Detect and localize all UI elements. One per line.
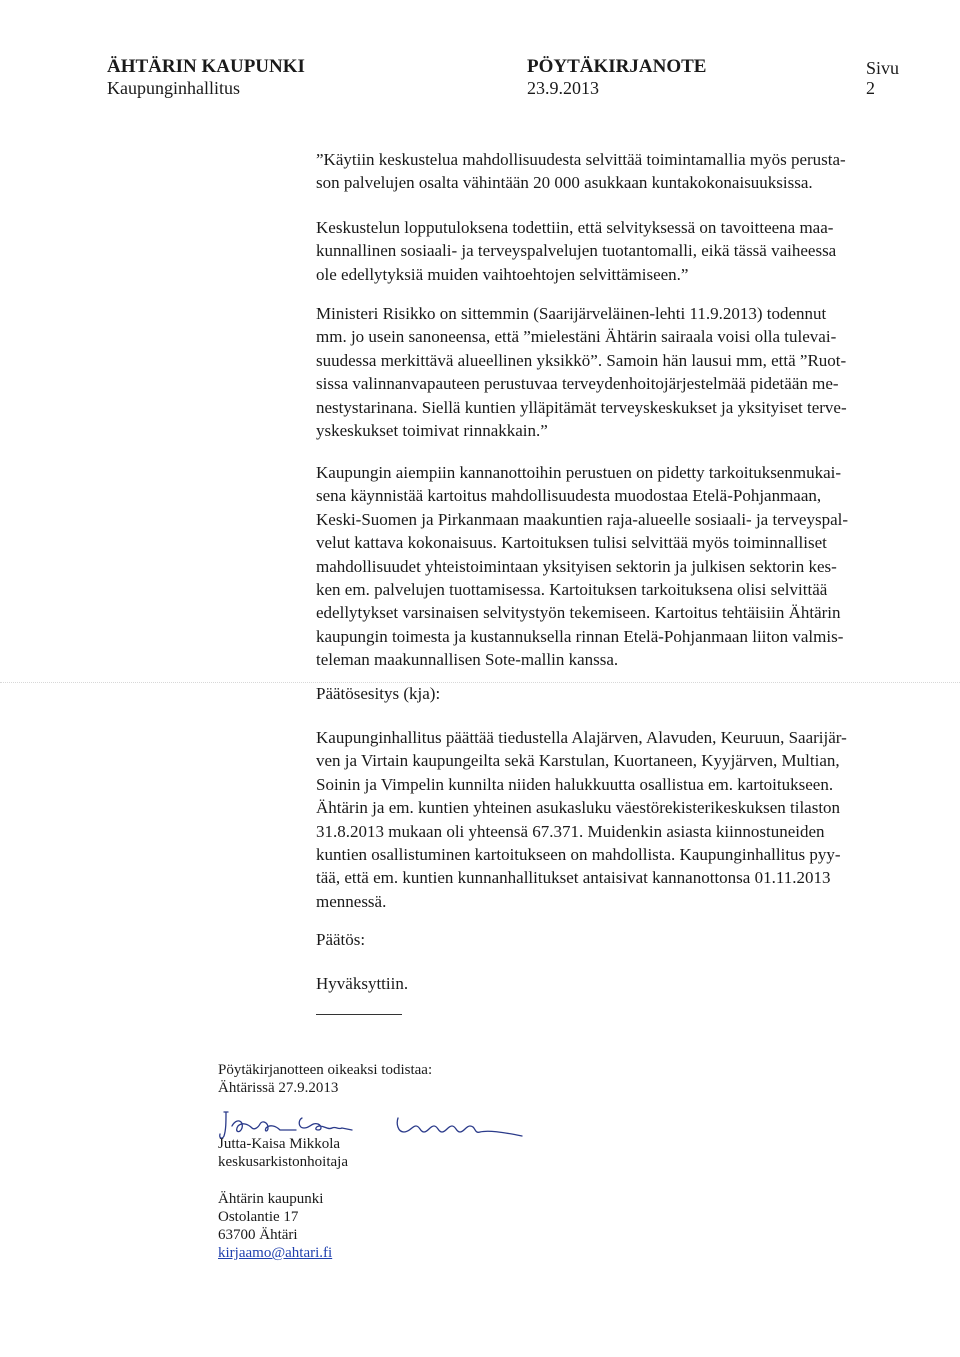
governing-body: Kaupunginhallitus	[107, 78, 240, 98]
paragraph-line: Keski-Suomen ja Pirkanmaan maakuntien raja-alueelle sosiaali- ja terveyspal-	[316, 509, 848, 529]
certification-place-date: Ähtärissä 27.9.2013	[218, 1080, 339, 1096]
paragraph-line: velut kattava kokonaisuus. Kartoituksen tulisi selvittää myös toiminnalliset	[316, 533, 827, 553]
paragraph-line: son palvelujen osalta vähintään 20 000 asukkaan kuntakokonaisuuksissa.	[316, 173, 813, 193]
page-number: 2	[866, 78, 875, 98]
address-postal: 63700 Ähtäri	[218, 1227, 298, 1243]
paragraph-line: suudessa merkittävä alueellinen yksikkö”. Samoin hän lausui mm, että ”Ruot-	[316, 350, 847, 370]
document-type: PÖYTÄKIRJANOTE	[527, 56, 707, 77]
paragraph-line: mm. jo usein sanoneensa, että ”mielestäni Ähtärin sairaala voisi olla tulevai-	[316, 327, 837, 347]
decision-proposal-heading	[316, 682, 928, 705]
paragraph-line: Ministeri Risikko on sittemmin (Saarijärveläinen-lehti 11.9.2013) todennut	[316, 304, 827, 323]
address-name: Ähtärin kaupunki	[218, 1191, 324, 1207]
paragraph-line: Päätös:	[316, 930, 366, 949]
paragraph-line: teleman maakunnallisen Sote-mallin kanssa.	[316, 650, 619, 670]
organization-name: ÄHTÄRIN KAUPUNKI	[107, 56, 305, 77]
paragraph-line: edellytykset varsinaisen selvitystyön tekemiseen. Kartoitus tehtäisiin Ähtärin	[316, 603, 841, 623]
signer-block	[218, 1135, 348, 1171]
paragraph-line: ole edellytyksiä muiden vaihtoehtojen selvittämiseen.”	[316, 264, 689, 284]
paragraph-line: mennessä.	[316, 891, 387, 911]
paragraph-decision-proposal	[316, 726, 928, 913]
paragraph-survey-proposal	[316, 461, 928, 672]
email-link[interactable]: kirjaamo@ahtari.fi	[218, 1245, 333, 1261]
paragraph-line: Kaupunginhallitus päättää tiedustella Alajärven, Alavuden, Keuruun, Saarijär-	[316, 728, 847, 747]
end-rule	[316, 1014, 402, 1015]
paragraph-line: nestystarinana. Siellä kuntien ylläpitämät terveyskeskukset ja yksityiset terve-	[316, 397, 847, 417]
decision-text	[316, 972, 928, 995]
address-block	[218, 1190, 332, 1262]
document-date: 23.9.2013	[527, 78, 599, 98]
paragraph-line: tää, että em. kuntien kunnanhallitukset antaisivat kannanottonsa 01.11.2013	[316, 868, 831, 888]
signer-title: keskusarkistonhoitaja	[218, 1154, 348, 1170]
address-street: Ostolantie 17	[218, 1209, 299, 1225]
paragraph-line: kuntien osallistuminen kartoitukseen on mahdollista. Kaupunginhallitus pyy-	[316, 845, 841, 865]
paragraph-line: Ähtärin ja em. kuntien yhteinen asukasluku väestörekisterikeskuksen tilaston	[316, 798, 841, 818]
paragraph-line: ken em. palvelujen tuottamisessa. Kartoituksen tarkoituksena olisi selvittää	[316, 580, 828, 600]
paragraph-discussion-outcome	[316, 216, 928, 286]
paragraph-line: ven ja Virtain kaupungeilta sekä Karstulan, Kuortaneen, Kyyjärven, Multian,	[316, 751, 840, 771]
paragraph-line: Soinin ja Vimpelin kunnilta niiden halukkuutta osallistua em. kartoitukseen.	[316, 774, 834, 794]
paragraph-line: sissa valinnanvapauteen perustuvaa terveydenhoitojärjestelmää pidetään me-	[316, 374, 839, 394]
paragraph-line: kaupungin toimesta ja kustannuksella rinnan Etelä-Pohjanmaan liiton valmis-	[316, 626, 844, 646]
paragraph-line: sena käynnistää kartoitus mahdollisuudesta muodostaa Etelä-Pohjanmaan,	[316, 486, 822, 506]
paragraph-line: Päätösesitys (kja):	[316, 684, 441, 703]
paragraph-line: Keskustelun lopputuloksena todettiin, että selvityksessä on tavoitteena maa-	[316, 218, 834, 237]
signer-name: Jutta-Kaisa Mikkola	[218, 1136, 341, 1152]
paragraph-quote-discussion	[316, 148, 928, 195]
paragraph-line: kunnallinen sosiaali- ja terveyspalvelujen tuotantomalli, eikä tässä vaiheessa	[316, 241, 837, 261]
paragraph-line: mahdollisuudet yhteistoimintaan yksityisen sektorin ja julkisen sektorin kes-	[316, 556, 837, 576]
paragraph-line: Kaupungin aiempiin kannanottoihin perustuen on pidetty tarkoituksenmukai-	[316, 463, 842, 482]
paragraph-line: Hyväksyttiin.	[316, 974, 409, 993]
paragraph-line: yskeskukset toimivat rinnakkain.”	[316, 421, 548, 441]
paragraph-line: 31.8.2013 mukaan oli yhteensä 67.371. Muidenkin asiasta kiinnostuneiden	[316, 821, 825, 841]
certification-block	[218, 1061, 432, 1097]
certification-heading: Pöytäkirjanotteen oikeaksi todistaa:	[218, 1062, 433, 1078]
decision-heading	[316, 928, 928, 951]
page-label: Sivu	[866, 58, 900, 78]
paragraph-minister-statement	[316, 302, 928, 442]
paragraph-line: ”Käytiin keskustelua mahdollisuudesta selvittää toimintamallia myös perusta-	[316, 150, 846, 169]
